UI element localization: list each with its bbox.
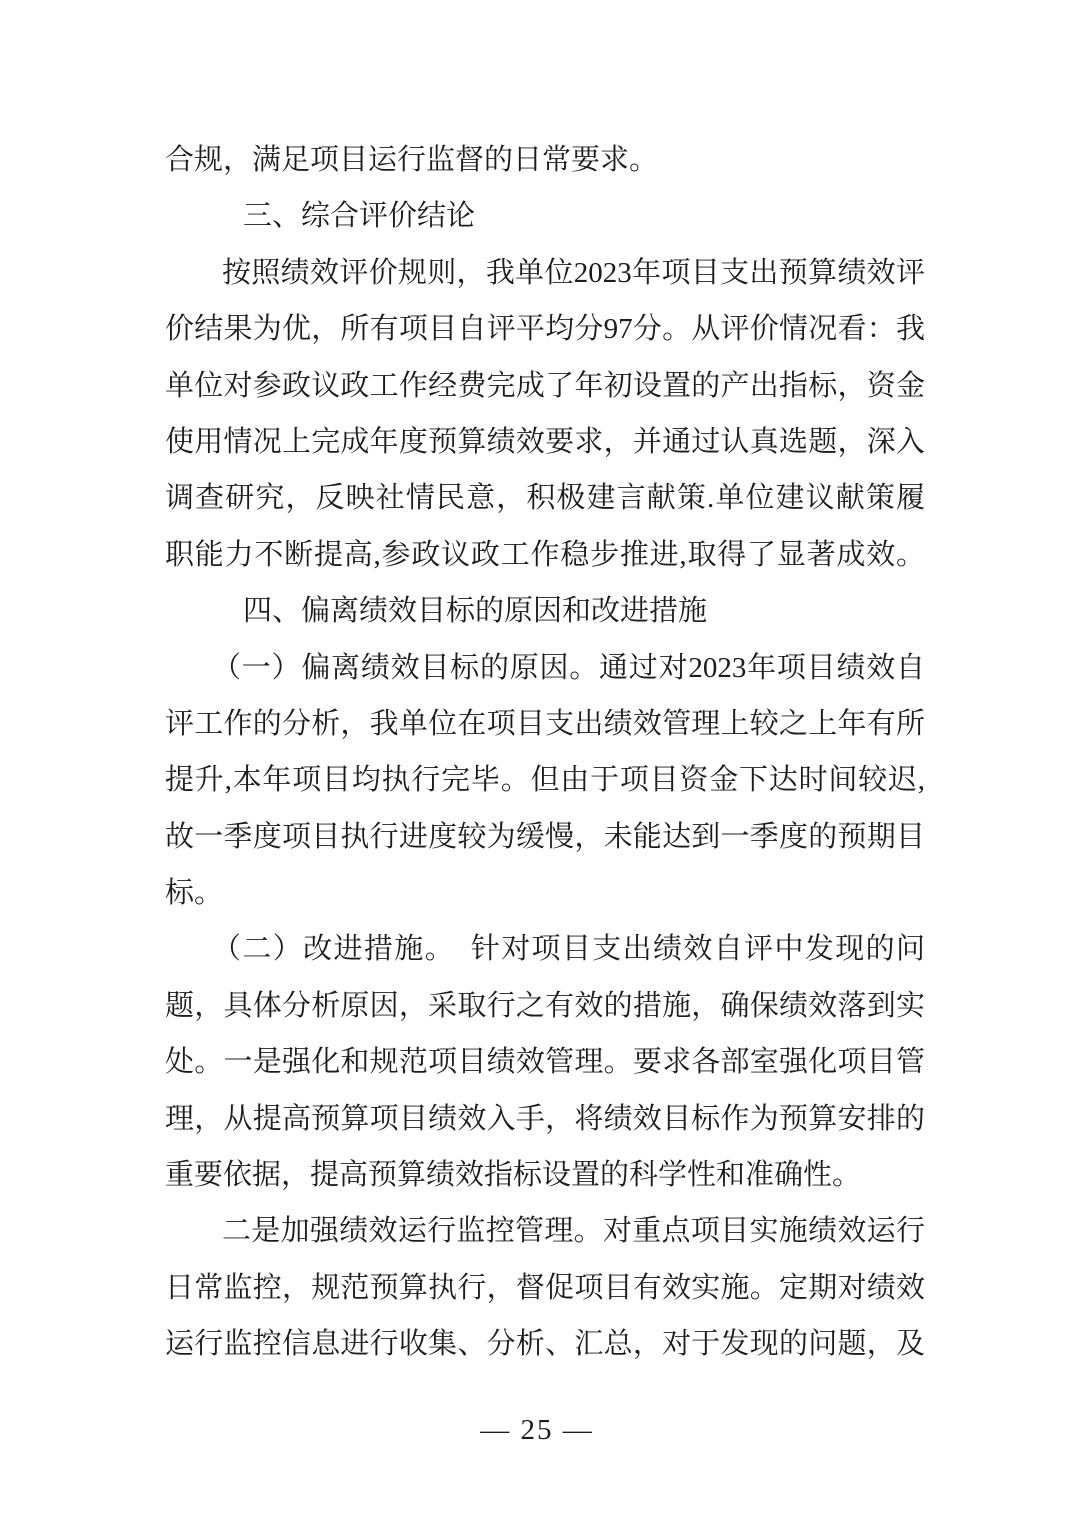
text-line: 调查研究，反映社情民意，积极建言献策.单位建议献策履 bbox=[165, 482, 925, 515]
text-line: 合规，满足项目运行监督的日常要求。 bbox=[165, 144, 659, 176]
text-line: 四、偏离绩效目标的原因和改进措施 bbox=[243, 595, 708, 628]
text-line: （二）改进措施。 针对项目支出绩效自评中发现的问 bbox=[212, 933, 925, 966]
text-line: 故一季度项目执行进度较为缓慢，未能达到一季度的预期目 bbox=[165, 820, 925, 853]
page-number: — 25 — bbox=[480, 1414, 594, 1446]
text-line: 价结果为优，所有项目自评平均分97分。从评价情况看：我 bbox=[165, 313, 925, 346]
text-line: 重要依据，提高预算绩效指标设置的科学性和准确性。 bbox=[165, 1159, 862, 1192]
text-line: 使用情况上完成年度预算绩效要求，并通过认真选题，深入 bbox=[165, 425, 925, 458]
text-line: 标。 bbox=[165, 877, 224, 910]
text-line: 评工作的分析，我单位在项目支出绩效管理上较之上年有所 bbox=[165, 707, 925, 740]
text-line: 处。一是强化和规范项目绩效管理。要求各部室强化项目管 bbox=[165, 1046, 925, 1079]
text-line: 按照绩效评价规则，我单位2023年项目支出预算绩效评 bbox=[222, 256, 925, 289]
text-line: 单位对参政议政工作经费完成了年初设置的产出指标，资金 bbox=[165, 369, 925, 402]
text-line: 二是加强绩效运行监控管理。对重点项目实施绩效运行 bbox=[222, 1215, 925, 1248]
text-line: 三、综合评价结论 bbox=[243, 200, 476, 233]
text-line: 运行监控信息进行收集、分析、汇总，对于发现的问题，及 bbox=[165, 1328, 925, 1361]
text-line: 理，从提高预算项目绩效入手，将绩效目标作为预算安排的 bbox=[165, 1102, 925, 1135]
text-line: （一）偏离绩效目标的原因。通过对2023年项目绩效自 bbox=[212, 651, 925, 684]
text-line: 提升,本年项目均执行完毕。但由于项目资金下达时间较迟, bbox=[165, 764, 925, 797]
text-line: 日常监控，规范预算执行，督促项目有效实施。定期对绩效 bbox=[165, 1271, 925, 1304]
text-line: 题，具体分析原因，采取行之有效的措施，确保绩效落到实 bbox=[165, 989, 925, 1022]
text-line: 职能力不断提高,参政议政工作稳步推进,取得了显著成效。 bbox=[165, 538, 925, 571]
document-body bbox=[165, 132, 925, 1373]
